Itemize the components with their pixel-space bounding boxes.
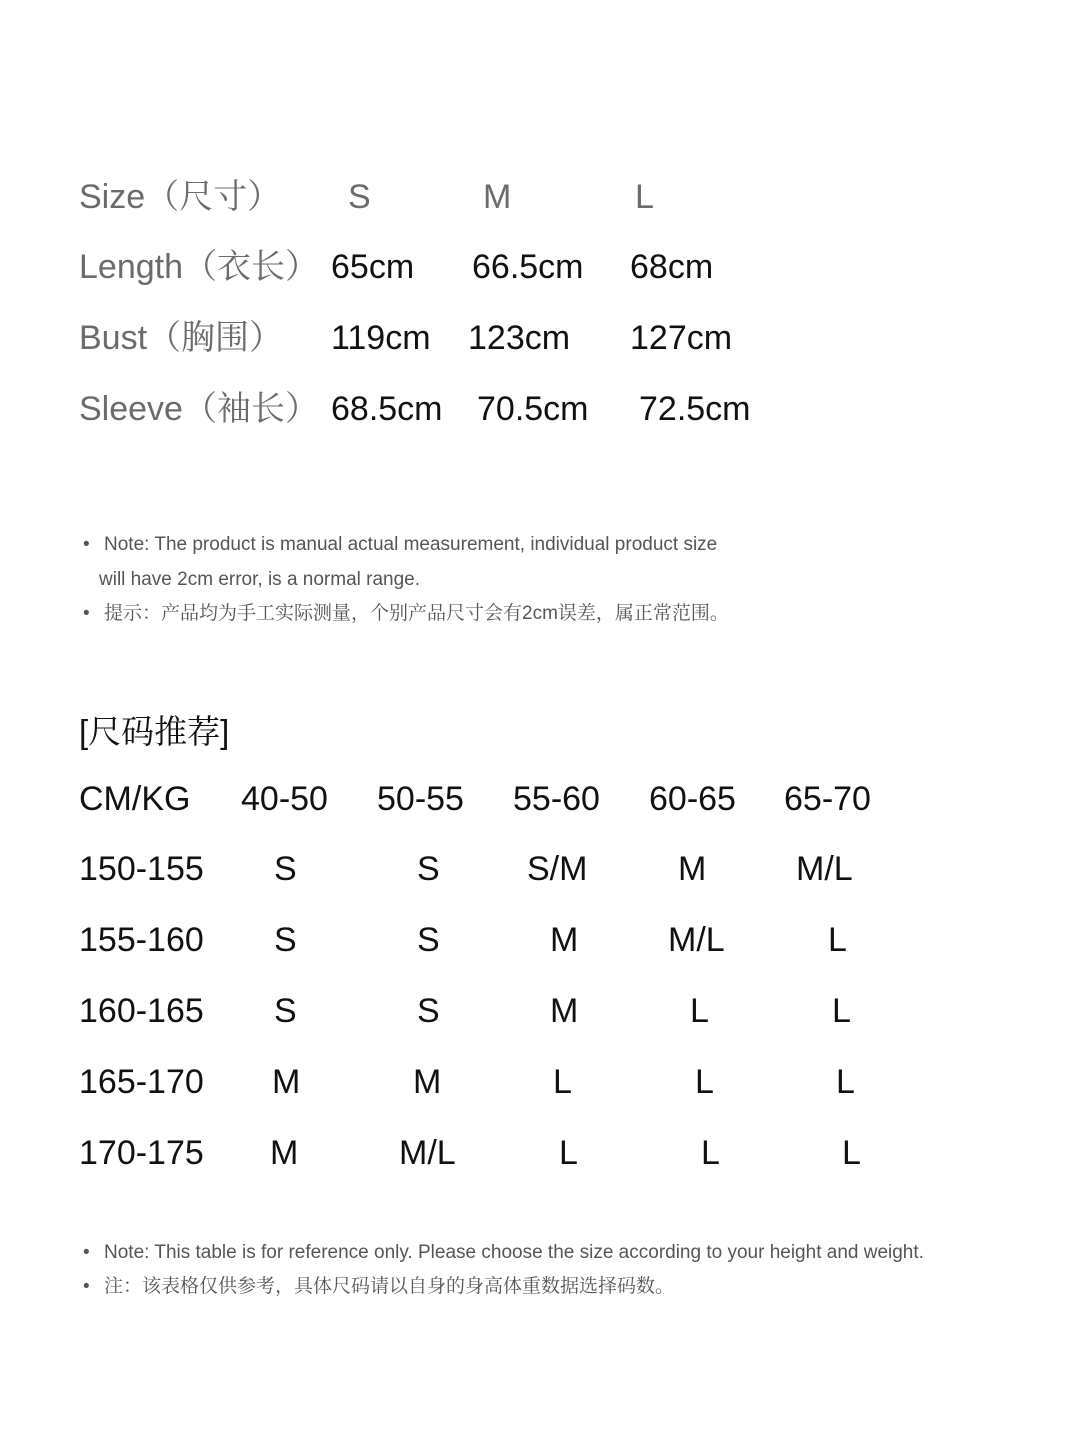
length-label: Length（衣长） (79, 248, 319, 286)
weight-header: 50-55 (377, 780, 464, 818)
bust-s: 119cm (331, 319, 431, 357)
size-cell: M/L (399, 1134, 456, 1172)
height-label: 155-160 (79, 921, 204, 959)
sleeve-s: 68.5cm (331, 390, 443, 428)
size-cell: L (832, 992, 851, 1030)
size-cell: M (678, 850, 707, 888)
sleeve-label: Sleeve（袖长） (79, 390, 319, 428)
height-label: 160-165 (79, 992, 204, 1030)
size-cell: M (272, 1063, 301, 1101)
size-cell: L (828, 921, 847, 959)
length-m: 66.5cm (472, 248, 584, 286)
height-label: 150-155 (79, 850, 204, 888)
note-en-line1: Note: The product is manual actual measurement, individual product size (104, 534, 718, 555)
bullet: • (83, 1242, 90, 1263)
recommend-title: [尺码推荐] (79, 713, 230, 750)
size-cell: M (550, 921, 579, 959)
size-cell: S (417, 850, 440, 888)
size-cell: L (559, 1134, 578, 1172)
weight-header: 40-50 (241, 780, 328, 818)
sleeve-l: 72.5cm (639, 390, 751, 428)
weight-header: 55-60 (513, 780, 600, 818)
size-label: Size（尺寸） (79, 178, 282, 216)
size-cell: L (842, 1134, 861, 1172)
size-cell: M/L (796, 850, 853, 888)
size-header-m: M (483, 178, 512, 216)
bullet: • (83, 603, 90, 624)
size-cell: M/L (668, 921, 725, 959)
size-cell: M (270, 1134, 299, 1172)
note-zh: 提示：产品均为手工实际测量，个别产品尺寸会有2cm误差，属正常范围。 (104, 603, 729, 624)
weight-header: 60-65 (649, 780, 736, 818)
size-cell: L (553, 1063, 572, 1101)
size-header-l: L (635, 178, 654, 216)
size-cell: S (417, 921, 440, 959)
weight-header: 65-70 (784, 780, 871, 818)
size-cell: S/M (527, 850, 588, 888)
length-s: 65cm (331, 248, 415, 286)
bust-m: 123cm (468, 319, 571, 357)
height-label: 165-170 (79, 1063, 204, 1101)
bullet: • (83, 534, 90, 555)
size-cell: L (701, 1134, 720, 1172)
note-en: Note: This table is for reference only. Please choose the size according to your height and weight. (104, 1242, 924, 1263)
size-cell: L (695, 1063, 714, 1101)
height-label: 170-175 (79, 1134, 204, 1172)
size-cell: S (417, 992, 440, 1030)
size-cell: S (274, 921, 297, 959)
size-cell: S (274, 850, 297, 888)
size-cell: M (413, 1063, 442, 1101)
bullet: • (83, 1276, 90, 1297)
size-cell: S (274, 992, 297, 1030)
size-cell: M (550, 992, 579, 1030)
size-header-s: S (348, 178, 371, 216)
recommend-corner-header: CM/KG (79, 780, 191, 818)
size-cell: L (836, 1063, 855, 1101)
bust-l: 127cm (630, 319, 733, 357)
bust-label: Bust（胸围） (79, 319, 284, 357)
size-cell: L (690, 992, 709, 1030)
length-l: 68cm (630, 248, 714, 286)
sleeve-m: 70.5cm (477, 390, 589, 428)
note-zh: 注：该表格仅供参考，具体尺码请以自身的身高体重数据选择码数。 (104, 1276, 675, 1297)
note-en-line2: will have 2cm error, is a normal range. (99, 569, 421, 590)
